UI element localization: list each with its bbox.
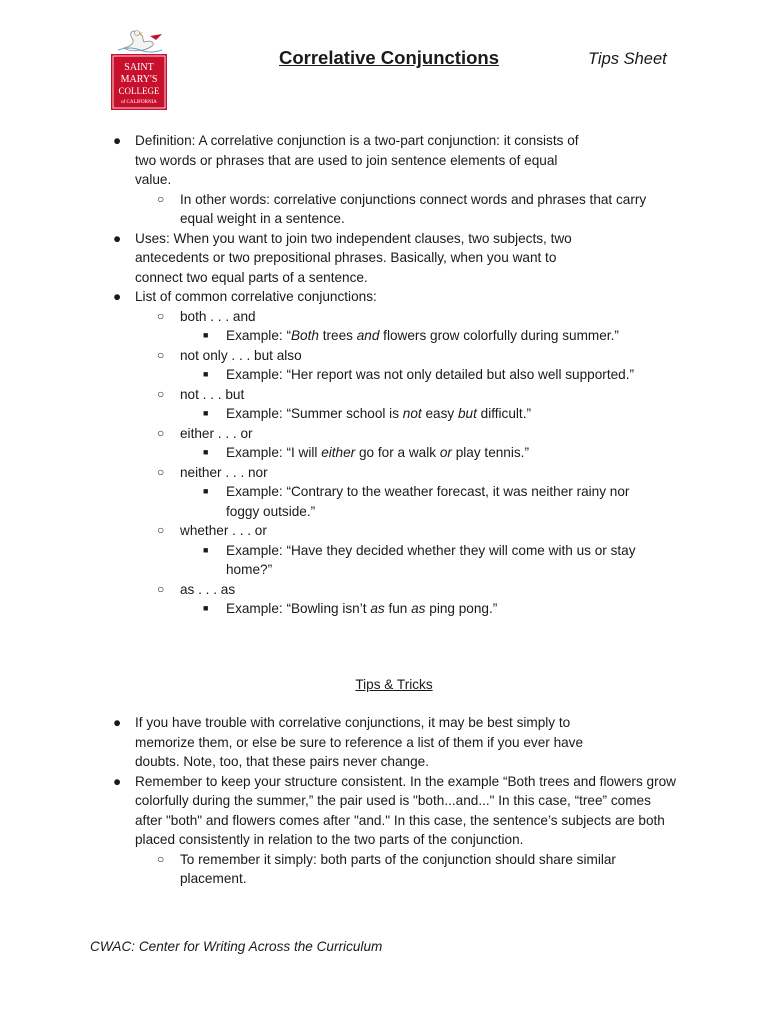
square-bullet-icon: ■ [203,369,209,379]
example-text [226,326,656,346]
conjunction-pair: not . . . but [180,386,245,402]
example-text [226,599,656,619]
example-text [226,482,656,521]
tip-sub-item [0,850,768,889]
example-segment: Example: “Have they decided whether they will come with us or stay home?” [226,542,636,577]
emphasized-word: not [402,406,422,421]
circle-bullet-icon: ○ [157,386,165,401]
circle-bullet-icon: ○ [157,851,165,866]
example-segment: fun [384,601,412,616]
square-bullet-icon: ■ [203,408,209,418]
emphasized-word: but [457,406,477,421]
tips-section [0,713,768,889]
example-segment: Example: “I will [226,445,322,460]
example-segment: ping pong.” [425,601,498,616]
example-text [226,404,656,424]
conjunction-item [0,307,768,346]
example-segment: Example: “Bowling isn’t [226,601,371,616]
conjunction-item [0,521,768,580]
definition-sub-item [0,190,768,229]
uses-text: Uses: When you want to join two independent clauses, two subjects, two antecedents or two prepositional phrases. Basically, when you want to connect two equal parts of a sentence. [135,230,572,285]
circle-bullet-icon: ○ [157,464,165,479]
logo-text-4: of CALIFORNIA [121,100,157,105]
example-segment: flowers grow colorfully during summer.” [379,328,619,343]
circle-bullet-icon: ○ [157,308,165,323]
emphasized-word: as [411,601,426,616]
bullet-icon: ● [113,715,122,730]
example-item [0,365,768,385]
circle-bullet-icon: ○ [157,347,165,362]
square-bullet-icon: ■ [203,486,209,496]
square-bullet-icon: ■ [203,544,209,555]
example-segment: Example: “ [226,328,291,343]
example-item [0,443,768,463]
emphasized-word: or [439,445,452,460]
conjunction-item [0,346,768,385]
conjunction-pair: not only . . . but also [180,347,302,363]
list-heading-item [0,287,768,307]
bullet-icon: ● [113,289,122,304]
logo-text-3: COLLEGE [118,86,160,96]
example-segment: Example: “Her report was not only detailed but also well supported.” [226,367,635,382]
circle-bullet-icon: ○ [157,581,165,596]
circle-bullet-icon: ○ [157,523,165,537]
tip-item [0,772,768,889]
example-item [0,541,768,580]
example-text [226,365,656,385]
circle-bullet-icon: ○ [157,191,165,206]
logo-text-1: SAINT [124,62,154,73]
bullet-icon: ● [113,773,122,789]
conjunction-item [0,580,768,619]
example-item [0,404,768,424]
tip-text: If you have trouble with correlative conjunctions, it may be best simply to memorize them, or else be sure to reference a list of them if you ever have doubts. Note, too, that these pairs never change. [135,715,584,769]
example-segment: Example: “Summer school is [226,406,403,421]
conjunction-pair: neither . . . nor [180,464,268,480]
square-bullet-icon: ■ [203,447,209,457]
conjunction-pair: either . . . or [180,425,253,441]
definition-text: Definition: A correlative conjunction is a two-part conjunction: it consists of two words or phrases that are used to join sentence elements of equal value. [135,133,579,187]
footer-text: CWAC: Center for Writing Across the Curriculum [90,939,383,954]
example-segment: easy [421,406,458,421]
emphasized-word: Both [290,328,319,343]
example-segment: play tennis.” [451,445,529,460]
bullet-icon: ● [113,133,122,148]
example-segment: difficult.” [476,406,532,421]
page-title: Correlative Conjunctions [279,47,499,68]
bullet-icon: ● [113,230,122,246]
list-heading: List of common correlative conjunctions: [135,289,377,304]
conjunction-pair: as . . . as [180,581,236,597]
example-segment: trees [318,328,357,343]
conjunction-pair: whether . . . or [180,523,267,538]
example-segment: go for a walk [355,445,440,460]
example-item [0,482,768,521]
example-text [226,541,656,580]
tips-heading: Tips & Tricks [355,677,433,692]
tip-item [0,713,768,772]
definition-sub-text: In other words: correlative conjunctions connect words and phrases that carry equal weight in a sentence. [180,191,647,226]
conjunction-pair: both . . . and [180,308,256,324]
example-item [0,599,768,619]
example-segment: Example: “Contrary to the weather forecast, it was neither rainy nor foggy outside.” [226,484,630,519]
conjunction-item [0,385,768,424]
tip-text: Remember to keep your structure consistent. In the example “Both trees and flowers grow colorfully during the summer,” the pair used is "both...and..." In this case, “tree” comes after "both" and flowers comes after "and." In this case, the sentence’s subjects are both placed consistently in relation to the two parts of the conjunction. [135,773,676,847]
example-text [226,443,656,463]
square-bullet-icon: ■ [203,603,209,613]
tip-sub-text: To remember it simply: both parts of the conjunction should share similar placement. [180,851,616,886]
emphasized-word: as [370,601,385,616]
conjunction-list-section [0,287,768,619]
example-item [0,326,768,346]
intro-section [0,131,768,287]
square-bullet-icon: ■ [203,330,209,340]
circle-bullet-icon: ○ [157,425,165,440]
conjunction-item [0,463,768,522]
logo-text-2: MARY'S [120,74,158,85]
conjunction-item [0,424,768,463]
definition-item [0,131,768,229]
emphasized-word: and [356,328,380,343]
conjunction-list [0,307,768,619]
tips-sheet-label: Tips Sheet [588,50,667,68]
uses-item [0,229,768,288]
emphasized-word: either [321,445,356,460]
